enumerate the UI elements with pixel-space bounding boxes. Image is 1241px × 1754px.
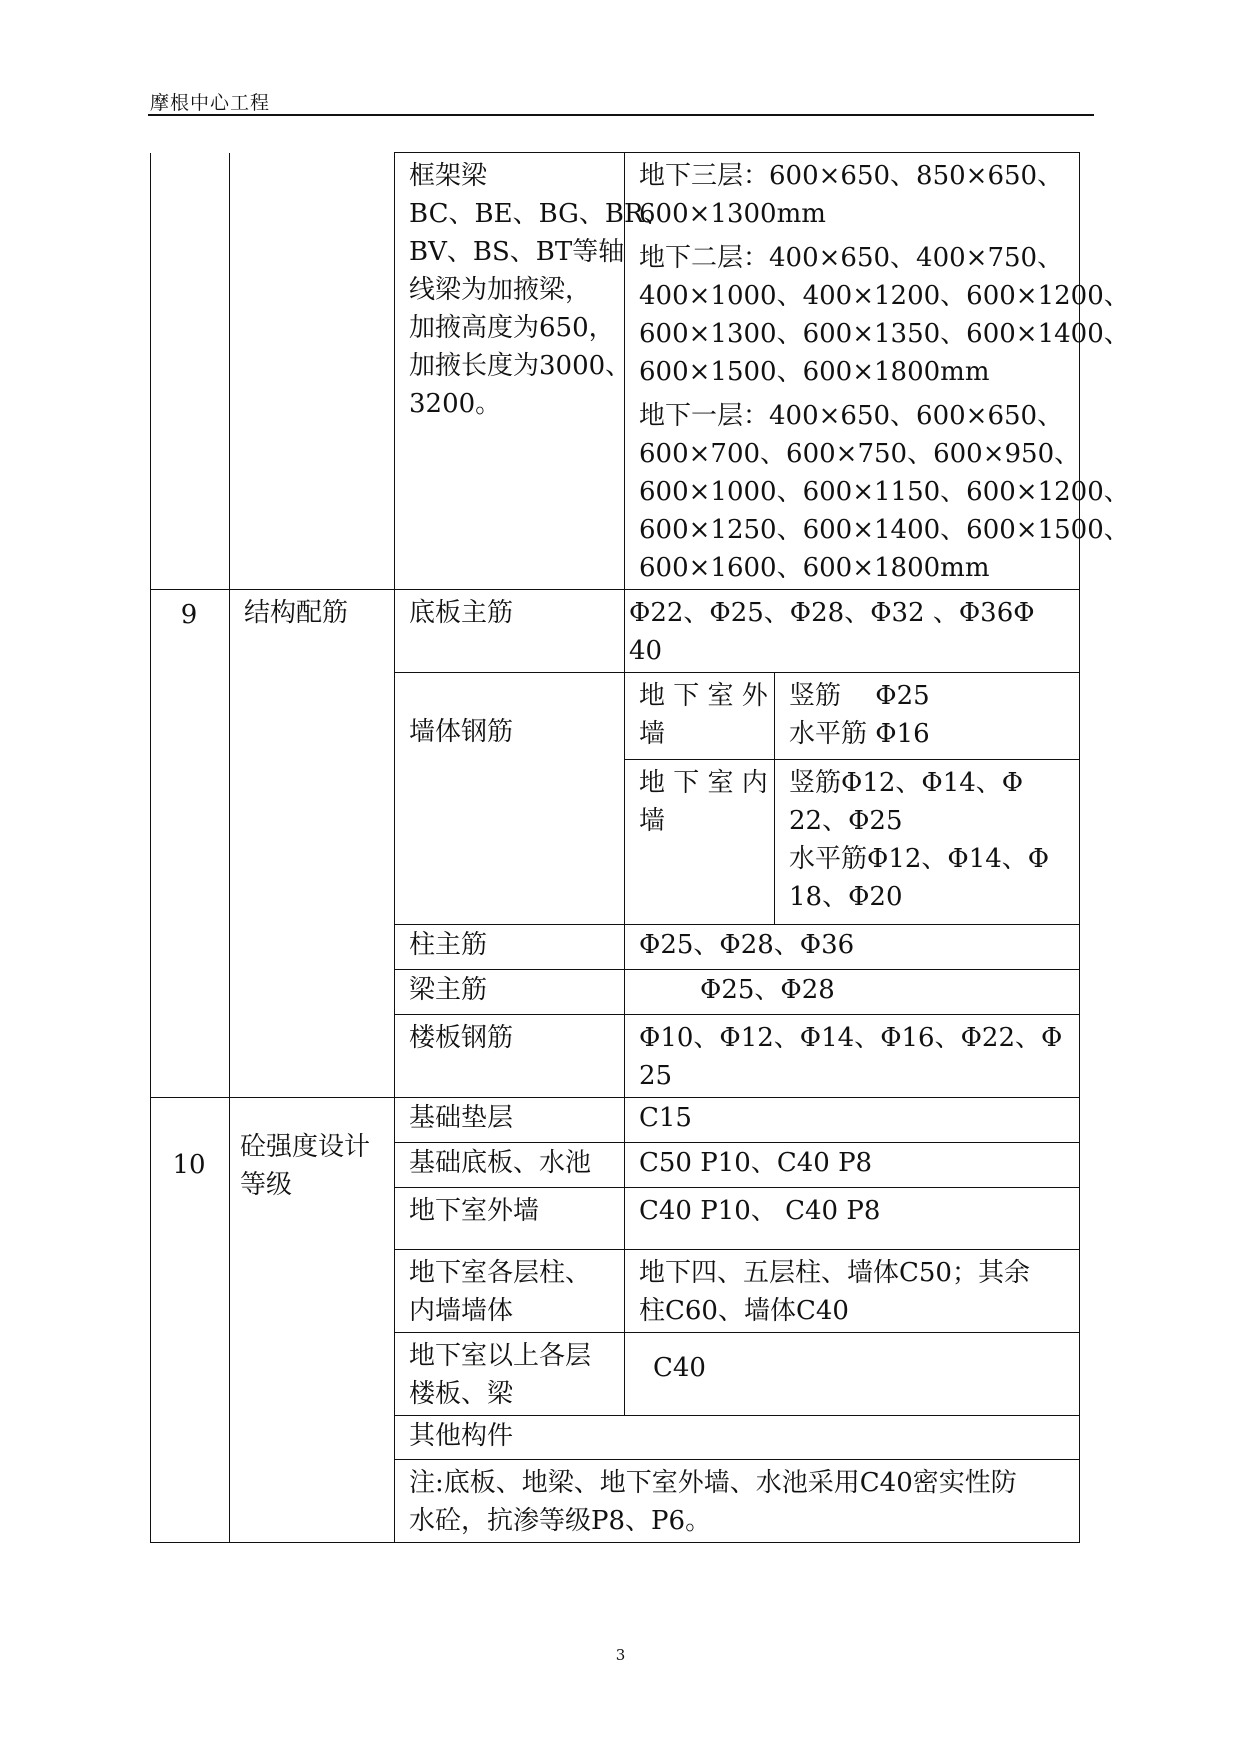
grade-value: C15 bbox=[625, 1098, 1080, 1143]
b3-size-line: 地下三层：600×650、850×650、 bbox=[639, 161, 1064, 191]
base-slab-value-line: 40 bbox=[629, 636, 663, 666]
outer-wall-label-cell bbox=[625, 673, 775, 760]
outer-wall-label-line: 地 下 室 外 bbox=[639, 681, 768, 711]
note-line: 水砼，抗渗等级P8、P6。 bbox=[409, 1506, 712, 1536]
frame-beam-label: 框架梁 bbox=[409, 161, 488, 191]
b1-size-line: 600×1250、600×1400、600×1500、 bbox=[639, 515, 1130, 545]
beam-main-label: 梁主筋 bbox=[395, 970, 625, 1015]
b2-size-line: 地下二层：400×650、400×750、 bbox=[639, 243, 1064, 273]
b2-size-line: 600×1300、600×1350、600×1400、 bbox=[639, 319, 1130, 349]
slab-rebar-value-line: 25 bbox=[639, 1061, 673, 1091]
grade-value-line: 地下四、五层柱、墙体C50；其余 bbox=[639, 1258, 1030, 1288]
grade-label-cell bbox=[395, 1333, 625, 1416]
grade-label-line: 地下室以上各层 bbox=[409, 1341, 592, 1371]
wall-rebar-label: 墙体钢筋 bbox=[395, 673, 625, 925]
slab-rebar-label: 楼板钢筋 bbox=[395, 1015, 625, 1098]
continued-number-cell bbox=[151, 153, 230, 590]
b1-size-line: 600×700、600×750、600×950、 bbox=[639, 439, 1081, 469]
inner-wall-label-line: 地 下 室 内 bbox=[639, 768, 768, 798]
base-slab-value-line: Φ22、Φ25、Φ28、Φ32 、Φ36Φ bbox=[629, 598, 1035, 628]
grade-value-cell bbox=[625, 1250, 1080, 1333]
column-main-label: 柱主筋 bbox=[395, 925, 625, 970]
row-category-10-line: 等级 bbox=[240, 1170, 293, 1200]
base-slab-row bbox=[151, 590, 1080, 673]
b1-size-line: 600×1000、600×1150、600×1200、 bbox=[639, 477, 1130, 507]
outer-wall-horizontal: 水平筋 Φ16 bbox=[789, 719, 930, 749]
grade-value: C40 bbox=[625, 1333, 1080, 1416]
frame-beam-cell bbox=[395, 153, 670, 590]
outer-wall-label-line: 墙 bbox=[639, 719, 666, 749]
frame-beam-note-line: 线梁为加掖梁， bbox=[409, 275, 592, 305]
row-category-10-line: 砼强度设计 bbox=[240, 1132, 371, 1162]
base-slab-label: 底板主筋 bbox=[395, 590, 625, 673]
slab-rebar-value-cell bbox=[625, 1015, 1080, 1098]
grade-label: 地下室外墙 bbox=[395, 1188, 625, 1250]
b1-size-line: 600×1600、600×1800mm bbox=[639, 553, 990, 583]
grade-label: 基础垫层 bbox=[395, 1098, 625, 1143]
grade-value: C40 P10、 C40 P8 bbox=[625, 1188, 1080, 1250]
b2-size-line: 600×1500、600×1800mm bbox=[639, 357, 990, 387]
column-main-value: Φ25、Φ28、Φ36 bbox=[625, 925, 1080, 970]
frame-beam-note-line: BV、BS、BT等轴 bbox=[409, 237, 625, 267]
row-number-10: 10 bbox=[151, 1098, 230, 1543]
frame-beam-note-line: 加掖高度为650， bbox=[409, 313, 615, 343]
row-category-9: 结构配筋 bbox=[230, 590, 395, 1098]
grade-label-line: 地下室各层柱、 bbox=[409, 1258, 592, 1288]
inner-wall-value-line: 18、Φ20 bbox=[789, 882, 903, 912]
grade-label-line: 内墙墙体 bbox=[409, 1296, 514, 1326]
inner-wall-value-line: 22、Φ25 bbox=[789, 806, 903, 836]
b3-size-line: 600×1300mm bbox=[639, 199, 826, 229]
inner-wall-label-line: 墙 bbox=[639, 806, 666, 836]
page-number: 3 bbox=[615, 1646, 626, 1664]
continued-category-cell bbox=[230, 153, 395, 590]
inner-wall-value-line: 水平筋Φ12、Φ14、Φ bbox=[789, 844, 1050, 874]
inner-wall-value-cell bbox=[775, 760, 1080, 925]
row-category-10 bbox=[230, 1098, 395, 1543]
b2-size-line: 400×1000、400×1200、600×1200、 bbox=[639, 281, 1130, 311]
note-line: 注:底板、地梁、地下室外墙、水池采用C40密实性防 bbox=[409, 1468, 1017, 1498]
beam-main-value: Φ25、Φ28 bbox=[625, 970, 1080, 1015]
grade-value: C50 P10、C40 P8 bbox=[625, 1143, 1080, 1188]
frame-beam-note-line: 3200。 bbox=[409, 389, 502, 419]
frame-beam-row bbox=[151, 153, 1080, 590]
grade-value-line: 柱C60、墙体C40 bbox=[639, 1296, 849, 1326]
inner-wall-value-line: 竖筋Φ12、Φ14、Φ bbox=[789, 768, 1024, 798]
outer-wall-vertical: 竖筋 Φ25 bbox=[789, 681, 930, 711]
outer-wall-value-cell bbox=[775, 673, 1080, 760]
page-header-title: 摩根中心工程 bbox=[150, 92, 271, 114]
grade-row-1 bbox=[151, 1098, 1080, 1143]
spec-table bbox=[150, 152, 1130, 1543]
inner-wall-label-cell bbox=[625, 760, 775, 925]
frame-beam-note-line: BC、BE、BG、BR、 bbox=[409, 199, 670, 229]
waterproof-note-cell bbox=[395, 1460, 1080, 1543]
base-slab-value-cell bbox=[625, 590, 1080, 673]
frame-beam-sizes-cell bbox=[625, 153, 1130, 590]
slab-rebar-value-line: Φ10、Φ12、Φ14、Φ16、Φ22、Φ bbox=[639, 1023, 1063, 1053]
grade-label-cell bbox=[395, 1250, 625, 1333]
grade-label: 基础底板、水池 bbox=[395, 1143, 625, 1188]
header-rule bbox=[148, 114, 1094, 116]
row-number-9: 9 bbox=[151, 590, 230, 1098]
grade-label-line: 楼板、梁 bbox=[409, 1379, 514, 1409]
other-components-label: 其他构件 bbox=[395, 1416, 1080, 1460]
frame-beam-note-line: 加掖长度为3000、 bbox=[409, 351, 632, 381]
b1-size-line: 地下一层：400×650、600×650、 bbox=[639, 401, 1064, 431]
